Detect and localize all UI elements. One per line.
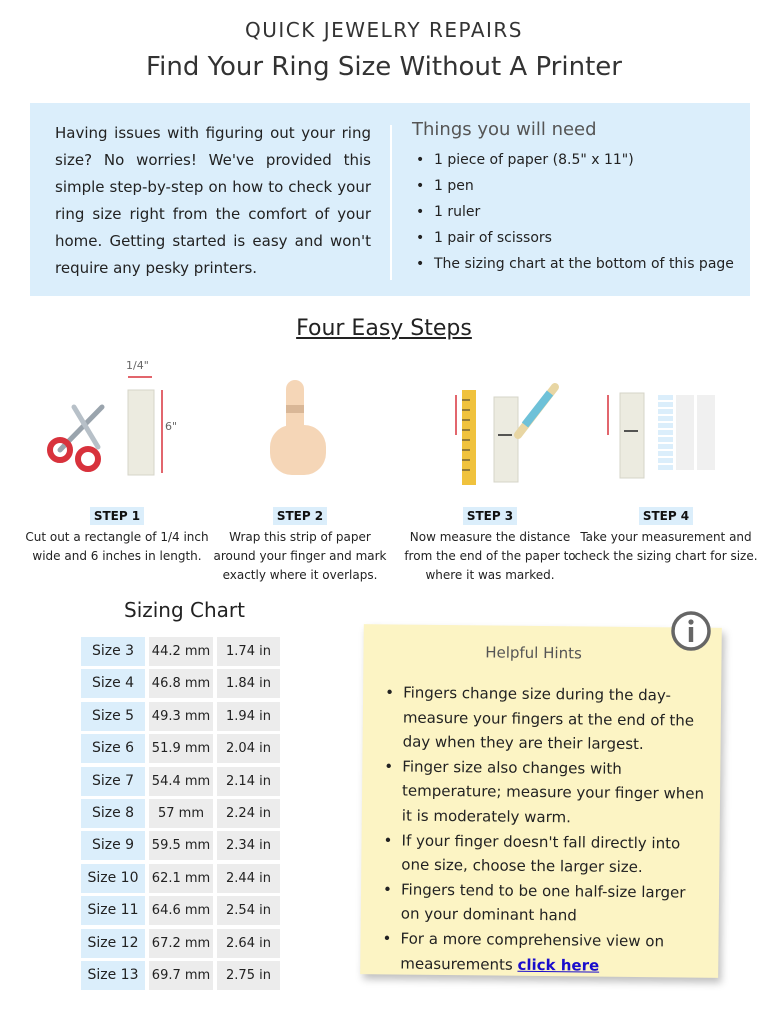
size-cell: Size 5 — [81, 702, 145, 731]
needs-item: • 1 piece of paper (8.5" x 11") — [416, 147, 734, 173]
intro-text: Having issues with figuring out your ring size? No worries! We've provided this simple step-by-step on how to check your ring size right from the comfort of your home. Getting started is easy and won't require any pesky printers. — [55, 124, 371, 277]
size-cell: Size 6 — [81, 734, 145, 763]
inch-cell: 2.24 in — [217, 799, 280, 828]
mm-cell: 69.7 mm — [149, 961, 213, 990]
finger-wrap-icon — [270, 380, 326, 475]
size-cell: Size 7 — [81, 767, 145, 796]
inch-cell: 2.75 in — [217, 961, 280, 990]
sizing-chart-title: Sizing Chart — [124, 598, 245, 622]
mm-cell: 54.4 mm — [149, 767, 213, 796]
mm-cell: 67.2 mm — [149, 929, 213, 958]
inch-cell: 1.74 in — [217, 637, 280, 666]
steps-title: Four Easy Steps — [296, 316, 472, 341]
step-3-illustration — [450, 355, 570, 485]
step-description: Take your measurement and check the sizing chart for size. — [574, 530, 758, 563]
needs-title: Things you will need — [412, 119, 597, 140]
inch-cell: 2.44 in — [217, 864, 280, 893]
step-description: Wrap this strip of paper around your finger and mark exactly where it overlaps. — [213, 530, 387, 582]
pencil-icon — [518, 387, 555, 435]
size-cell: Size 8 — [81, 799, 145, 828]
size-cell: Size 11 — [81, 896, 145, 925]
page-title: Find Your Ring Size Without A Printer — [146, 52, 622, 82]
sizing-chart-table — [81, 637, 280, 993]
inch-cell: 1.94 in — [217, 702, 280, 731]
table-row — [81, 702, 280, 731]
inch-cell: 2.64 in — [217, 929, 280, 958]
step-label: STEP 3 — [463, 507, 517, 525]
mm-cell: 64.6 mm — [149, 896, 213, 925]
mm-cell: 51.9 mm — [149, 734, 213, 763]
inch-cell: 1.84 in — [217, 669, 280, 698]
size-cell: Size 10 — [81, 864, 145, 893]
table-row — [81, 961, 280, 990]
hint-item: • If your finger doesn't fall directly into one size, choose the larger size. — [383, 828, 703, 881]
inch-cell: 2.54 in — [217, 896, 280, 925]
step-2 — [208, 505, 392, 585]
ruler-icon — [462, 390, 476, 485]
needs-item: • 1 ruler — [416, 199, 734, 225]
mm-cell: 57 mm — [149, 799, 213, 828]
table-row — [81, 896, 280, 925]
brand-name: QUICK JEWELRY REPAIRS — [245, 18, 523, 42]
length-label: 6" — [165, 420, 178, 433]
size-cell: Size 9 — [81, 831, 145, 860]
width-label: 1/4" — [126, 359, 149, 372]
size-cell: Size 13 — [81, 961, 145, 990]
table-row — [81, 734, 280, 763]
needs-item: • 1 pair of scissors — [416, 225, 734, 251]
inch-cell: 2.14 in — [217, 767, 280, 796]
table-row — [81, 929, 280, 958]
step-1-illustration — [40, 355, 200, 485]
table-row — [81, 799, 280, 828]
click-here-link[interactable]: click here — [517, 955, 600, 975]
step-description: Cut out a rectangle of 1/4 inch wide and 6 inches in length. — [25, 530, 209, 563]
hint-item: • Finger size also changes with temperature; measure your finger when it is moderately warm. — [384, 754, 705, 831]
table-row — [81, 637, 280, 666]
inch-cell: 2.04 in — [217, 734, 280, 763]
helpful-hints-note — [360, 624, 722, 978]
step-4-illustration — [600, 355, 720, 485]
hint-item: • Fingers change size during the day- measure your fingers at the end of the day when they are their largest. — [384, 680, 705, 757]
hint-item-with-link — [382, 926, 702, 979]
step-2-illustration — [250, 355, 340, 485]
size-cell: Size 12 — [81, 929, 145, 958]
mm-cell: 49.3 mm — [149, 702, 213, 731]
intro-panel — [30, 103, 750, 296]
table-row — [81, 864, 280, 893]
info-icon — [670, 610, 712, 652]
step-label: STEP 4 — [639, 507, 693, 525]
paper-strip-icon — [128, 377, 162, 475]
hint-text: For a more comprehensive view on measurements — [400, 929, 665, 974]
needs-list — [416, 147, 734, 277]
mm-cell: 46.8 mm — [149, 669, 213, 698]
chart-card-icon — [658, 393, 716, 483]
mm-cell: 62.1 mm — [149, 864, 213, 893]
hints-title: Helpful Hints — [485, 643, 582, 663]
size-cell: Size 3 — [81, 637, 145, 666]
step-1 — [25, 505, 209, 566]
step-label: STEP 2 — [273, 507, 327, 525]
step-label: STEP 1 — [90, 507, 144, 525]
hints-list — [382, 680, 705, 978]
mm-cell: 44.2 mm — [149, 637, 213, 666]
inch-cell: 2.34 in — [217, 831, 280, 860]
needs-item: • The sizing chart at the bottom of this page — [416, 251, 734, 277]
intro-divider — [390, 125, 392, 280]
step-3 — [398, 505, 582, 585]
scissors-icon — [50, 407, 102, 469]
mm-cell: 59.5 mm — [149, 831, 213, 860]
table-row — [81, 831, 280, 860]
size-cell: Size 4 — [81, 669, 145, 698]
step-description: Now measure the distance from the end of the paper to where it was marked. — [404, 530, 576, 582]
table-row — [81, 767, 280, 796]
hint-item: • Fingers tend to be one half-size larger on your dominant hand — [383, 877, 703, 930]
needs-item: • 1 pen — [416, 173, 734, 199]
table-row — [81, 669, 280, 698]
step-4 — [574, 505, 758, 566]
